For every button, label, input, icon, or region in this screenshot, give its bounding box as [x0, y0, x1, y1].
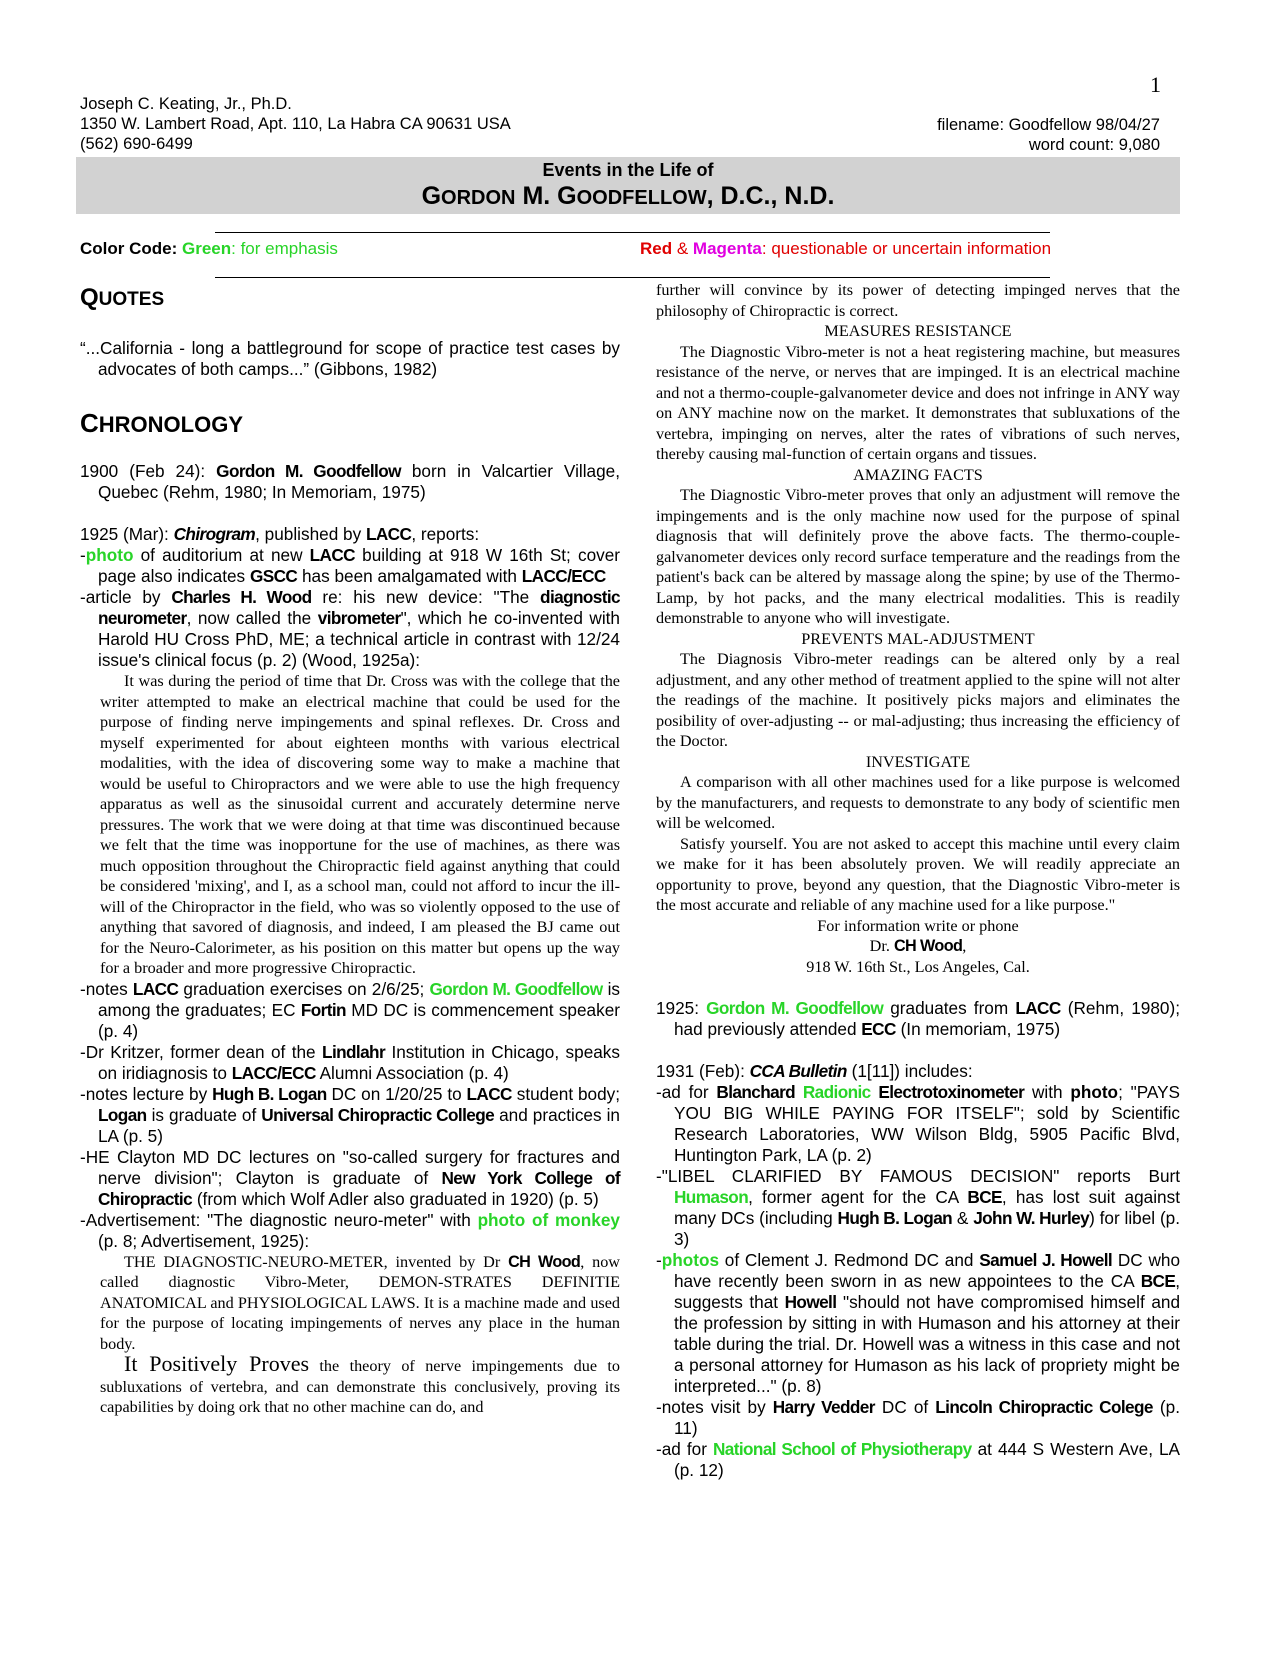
heading-rest: HRONOLOGY	[98, 412, 244, 437]
text: (Rehm, 1980); had previously attended	[674, 998, 1180, 1039]
author-phone: (562) 690-6499	[80, 135, 193, 153]
file-name: filename: Goodfellow 98/04/27	[937, 116, 1160, 134]
text: (p. 11)	[674, 1397, 1180, 1438]
name: LACC	[365, 524, 412, 544]
name: vibrometer	[317, 608, 401, 628]
text: ) for libel (p. 3)	[674, 1208, 1180, 1249]
name: Universal Chiropractic College	[261, 1104, 495, 1125]
emphasis: photos	[661, 1250, 720, 1270]
emphasis: photo of monkey	[477, 1209, 620, 1230]
text: -ad for	[656, 1439, 713, 1459]
text: with	[1024, 1082, 1071, 1102]
heading-cap: C	[80, 408, 99, 438]
item-graduation	[80, 979, 620, 1042]
text: -	[656, 1250, 662, 1270]
quote-paragraph: A comparison with all other machines used for a like purpose is welcomed by the manufacturers, and requests to demonstrate to any body of scientific men will be welcomed.	[656, 773, 1180, 832]
section-heading-quotes	[80, 284, 620, 312]
text: , former agent for the CA	[748, 1187, 968, 1207]
text: DC on 1/20/25 to	[326, 1083, 467, 1104]
item-photos	[656, 1250, 1180, 1397]
name: Samuel J. Howell	[979, 1250, 1113, 1270]
author-name: Joseph C. Keating, Jr., Ph.D.	[80, 95, 292, 113]
text: -HE Clayton MD DC lectures on "so-called surgery for fractures and nerve division"; Clayton is graduate of	[80, 1146, 620, 1188]
text: -article by	[80, 587, 172, 607]
name: Electrotoxinometer	[878, 1082, 1025, 1102]
item-advertisement	[80, 1210, 620, 1252]
text: (from which Wolf Adler also graduated in 1920) (p. 5)	[192, 1188, 599, 1209]
emphasis: Gordon M. Goodfellow	[429, 978, 603, 999]
name: LACC/ECC	[231, 1062, 316, 1083]
ad-subheading: PREVENTS MAL-ADJUSTMENT	[801, 629, 1035, 648]
text: , published by	[255, 524, 366, 544]
name: Blanchard	[716, 1082, 796, 1102]
legend-red-magenta	[640, 239, 1051, 259]
heading-cap: Q	[80, 284, 99, 311]
text: and practices in LA (p. 5)	[98, 1104, 620, 1146]
name: LACC	[132, 978, 179, 999]
emphasis: National School of Physiotherapy	[712, 1439, 972, 1459]
item-kritzer	[80, 1042, 620, 1084]
text: of Clement J. Redmond DC and	[719, 1250, 980, 1270]
text: building at 918 W 16th St; cover page also indicates	[98, 545, 621, 586]
text: of auditorium at new	[133, 545, 310, 565]
name: LACC	[309, 545, 355, 565]
text: , suggests that	[674, 1271, 1180, 1312]
quote-paragraph	[100, 1351, 620, 1418]
text: DC who have recently been sworn in as new appointees to the CA	[674, 1250, 1181, 1291]
emphasis: Gordon M. Goodfellow	[706, 998, 884, 1018]
legend-magenta: Magenta	[692, 239, 762, 258]
block-quote-wood	[80, 671, 620, 979]
entry-1931	[656, 1061, 1180, 1082]
text: &	[952, 1208, 974, 1228]
name: Logan	[98, 1104, 147, 1125]
text: DC of	[874, 1397, 936, 1417]
name: LACC/ECC	[521, 566, 606, 586]
name: New York College of Chiropractic	[98, 1167, 620, 1209]
quote-paragraph: The Diagnostic Vibro-meter proves that only an adjustment will remove the impingements and is the only machine now used for the purpose of spinal diagnosis that will definitely prove the above facts. The thermo-couple-galvanometer devices only record surface temperature and the readings from the patient's back can be altered by massage along the spine; by use of the Thermo-Lamp, by hot packs, and the many electrical modalities. This is readily demonstrable to anyone who will investigate.	[656, 486, 1180, 627]
item-clayton	[80, 1147, 620, 1210]
text: ", which he co-invented with Harold HU Cross PhD, ME; a technical article in contrast with 12/24 issue's clinical focus (p. 2) (Wood, 1925a):	[98, 608, 620, 670]
name: Gordon M. Goodfellow	[216, 461, 401, 481]
text: 1925 (Mar):	[80, 524, 174, 544]
name: Hugh B. Logan	[837, 1208, 953, 1228]
word-count: word count: 9,080	[1028, 136, 1160, 154]
item-vedder	[656, 1397, 1180, 1439]
text: , has lost suit against many DCs (including	[674, 1187, 1180, 1228]
ad-subheading: AMAZING FACTS	[853, 465, 983, 484]
block-quote-ad-continued	[656, 280, 1180, 977]
title-part: G	[421, 182, 442, 210]
text: is among the graduates; EC	[98, 978, 621, 1020]
quote-paragraph: further will convince by its power of detecting impinged nerves that the philosophy of Chiropractic is correct.	[656, 281, 1180, 320]
text	[795, 1082, 803, 1102]
page-title	[76, 181, 1180, 213]
legend-red-desc: : questionable or uncertain information	[761, 239, 1052, 258]
emphasis: Humason	[674, 1187, 749, 1207]
entry-1900	[80, 461, 620, 503]
left-column	[80, 280, 620, 1418]
ad-contact: For information write or phone	[817, 916, 1019, 935]
ad-subheading: MEASURES RESISTANCE	[824, 322, 1012, 340]
text: ,	[962, 937, 967, 955]
name: CH Wood	[893, 937, 963, 955]
color-code-legend	[80, 239, 1100, 259]
publication: CCA Bulletin	[749, 1061, 847, 1081]
item-libel	[656, 1166, 1180, 1250]
name: Lindlahr	[322, 1041, 386, 1062]
text: -notes visit by	[656, 1397, 773, 1417]
text: -notes lecture by	[80, 1083, 213, 1104]
file-info	[937, 115, 1160, 155]
name: LACC	[1015, 998, 1061, 1018]
text: graduation exercises on 2/6/25;	[178, 978, 430, 999]
heading-rest: UOTES	[98, 289, 165, 310]
quote-text: “...California - long a battleground for scope of practice test cases by advocates of both camps...” (Gibbons, 1982)	[80, 338, 620, 379]
title-part: G	[557, 182, 577, 210]
name: LACC	[466, 1083, 512, 1104]
title-subheading: Events in the Life of	[542, 160, 714, 180]
quote-paragraph: It was during the period of time that Dr. Cross was with the college that the writer attempted to make an electrical machine that could be used for the purpose of finding nerve impingements and spinal reflexes. Dr. Cross and myself experimented for about eighteen months with various electrical modalities, with the idea of discovering some way to make a machine that would be useful to Chiropractors and we were able to use the high frequency apparatus as well as the sinusoidal current and accurately determine nerve pressures. The work that we were doing at that time was discontinued because we felt that the time was inopportune for the use of machines, as there was much opposition throughout the Chiropractic field against anything that could be considered 'mixing', and I, as a school man, could not afford to incur the ill-will of the Chiropractor in the field, who was so violently opposed to the use of anything that savored of diagnosis, and indeed, I am pleased the BJ came out for the Neuro-Calorimeter, as his position on this matter but opens up the way for a broader and more progressive Chiropractic.	[100, 672, 620, 977]
item-logan	[80, 1084, 620, 1147]
text: THE DIAGNOSTIC-NEURO-METER, invented by Dr	[124, 1252, 509, 1271]
quote-paragraph	[100, 1252, 620, 1355]
name: Hugh B. Logan	[212, 1083, 327, 1104]
title-part: OODFELLOW	[576, 187, 707, 209]
quote-paragraph: Satisfy yourself. You are not asked to accept this machine until every claim we make for it has been absolutely proven. We will readily appreciate an opportunity to prove, beyond any question, that the Diagnostic Vibro-meter is the most accurate and reliable of any machine used for a like purpose."	[656, 834, 1180, 914]
name: diagnostic neurometer	[98, 587, 620, 628]
block-quote-ad	[80, 1252, 620, 1418]
text: 1900 (Feb 24):	[80, 461, 217, 481]
text: is graduate of	[146, 1104, 262, 1125]
title-banner	[76, 157, 1180, 214]
text: ; "PAYS YOU BIG WHILE PAYING FOR ITSELF"; sold by Scientific Research Laboratories, WW Wilson Bldg, 5905 Pacific Blvd, Huntington Park, LA (p. 2)	[674, 1082, 1180, 1165]
section-heading-chronology	[80, 408, 620, 439]
ad-contact: 918 W. 16th St., Los Angeles, Cal.	[806, 957, 1030, 976]
title-part: , D.C., N.D.	[706, 182, 835, 210]
emphasis: It Positively Proves	[124, 1351, 310, 1376]
emphasis: Radionic	[802, 1082, 871, 1102]
name: Lincoln Chiropractic Colege	[935, 1397, 1153, 1417]
text: has been amalgamated with	[297, 566, 522, 586]
emphasis: photo	[85, 545, 134, 565]
item-article	[80, 587, 620, 671]
quote-paragraph: The Diagnostic Vibro-meter is not a heat registering machine, but measures resistance of the nerve, or nerves that are impinged. It is an electrical machine and not a thermo-couple-galvanometer device and does not infringe in ANY way on ANY machine now on the market. It demonstrates that subluxations of the vertebra, impinging on nerves, alter the rates of vibrations of such nerves, thereby causing mal-function of certain organs and tissues.	[656, 342, 1180, 463]
item-blanchard	[656, 1082, 1180, 1166]
text: at 444 S Western Ave, LA (p. 12)	[674, 1439, 1181, 1480]
ad-subheading: INVESTIGATE	[865, 752, 971, 771]
text: 1931 (Feb):	[656, 1061, 750, 1081]
legend-red: Red	[640, 239, 673, 258]
text: -	[80, 545, 86, 565]
legend-label: Color Code:	[80, 239, 182, 258]
text: MD DC is commencement speaker (p. 4)	[98, 999, 620, 1041]
text: the theory of nerve impingements due to subluxations of vertebra, and can demonstrate this conclusively, proving its capabilities by doing ork that no other machine can do, and	[100, 1357, 620, 1416]
text: Dr.	[869, 937, 894, 955]
name: ECC	[861, 1019, 896, 1039]
text: student body;	[511, 1083, 621, 1104]
name: GSCC	[249, 566, 298, 586]
name: Harry Vedder	[772, 1397, 875, 1417]
page-number: 1	[1150, 72, 1161, 97]
text: -Advertisement: "The diagnostic neuro-meter" with	[80, 1209, 478, 1230]
text: -notes	[80, 978, 133, 999]
author-address: 1350 W. Lambert Road, Apt. 110, La Habra CA 90631 USA	[80, 115, 511, 133]
text: (In memoriam, 1975)	[895, 1019, 1061, 1039]
text: -Dr Kritzer, former dean of the	[80, 1041, 323, 1062]
text: "should not have compromised himself and the profession by sitting in with Humason and his attorney at their table during the trial. Dr. Howell was a witness in this case and not a personal attorney for Humason as his lack of propriety might be interpreted..." (p. 8)	[674, 1292, 1181, 1396]
name: CH Wood	[508, 1252, 581, 1271]
text: graduates from	[883, 998, 1016, 1018]
quote-paragraph: The Diagnosis Vibro-meter readings can be altered only by a real adjustment, and any other method of treatment applied to the spine will not alter the readings of the machine. It positively picks majors and eliminates the posibility of over-adjusting -- or mal-adjusting; thus increasing the efficiency of the Doctor.	[656, 650, 1180, 750]
text: , reports:	[411, 524, 480, 544]
name: John W. Hurley	[973, 1208, 1090, 1228]
text: (1[11]) includes:	[846, 1061, 973, 1081]
title-part: ORDON	[441, 187, 516, 209]
legend-amp: &	[672, 239, 693, 258]
name: photo	[1070, 1082, 1119, 1102]
name: BCE	[967, 1187, 1002, 1207]
legend-green-desc: : for emphasis	[231, 239, 338, 258]
divider	[215, 232, 1050, 233]
title-part: M.	[515, 182, 558, 210]
text: Alumni Association (p. 4)	[315, 1062, 509, 1083]
text: , now called diagnostic Vibro-Meter, DEMON-STRATES DEFINITIE ANATOMICAL and PHYSIOLOGICAL LAWS. It is a machine made and used for the purpose of locating impingements of nerves any place in the human body.	[100, 1252, 620, 1353]
publication: Chirogram	[173, 524, 256, 544]
text: Institution in Chicago, speaks on iridiagnosis to	[98, 1041, 620, 1083]
name: BCE	[1140, 1271, 1176, 1291]
name: Fortin	[300, 999, 346, 1020]
text: re: his new device: "The	[311, 587, 541, 607]
author-block	[80, 94, 511, 154]
text: -"LIBEL CLARIFIED BY FAMOUS DECISION" reports Burt	[656, 1166, 1180, 1186]
name: Charles H. Wood	[171, 587, 312, 607]
text: (p. 8; Advertisement, 1925):	[98, 1230, 310, 1251]
right-column	[656, 280, 1180, 1481]
text: -ad for	[656, 1082, 717, 1102]
text: born in Valcartier Village, Quebec (Rehm, 1980; In Memoriam, 1975)	[98, 461, 620, 502]
entry-1925-mar	[80, 524, 620, 545]
item-national	[656, 1439, 1180, 1481]
divider	[215, 277, 1050, 278]
ad-contact	[656, 936, 1180, 957]
entry-1925	[656, 998, 1180, 1040]
text: 1925:	[656, 998, 707, 1018]
name: Howell	[784, 1292, 837, 1312]
text: , now called the	[186, 608, 318, 628]
legend-green: Green	[182, 239, 232, 258]
item-photo	[80, 545, 620, 587]
